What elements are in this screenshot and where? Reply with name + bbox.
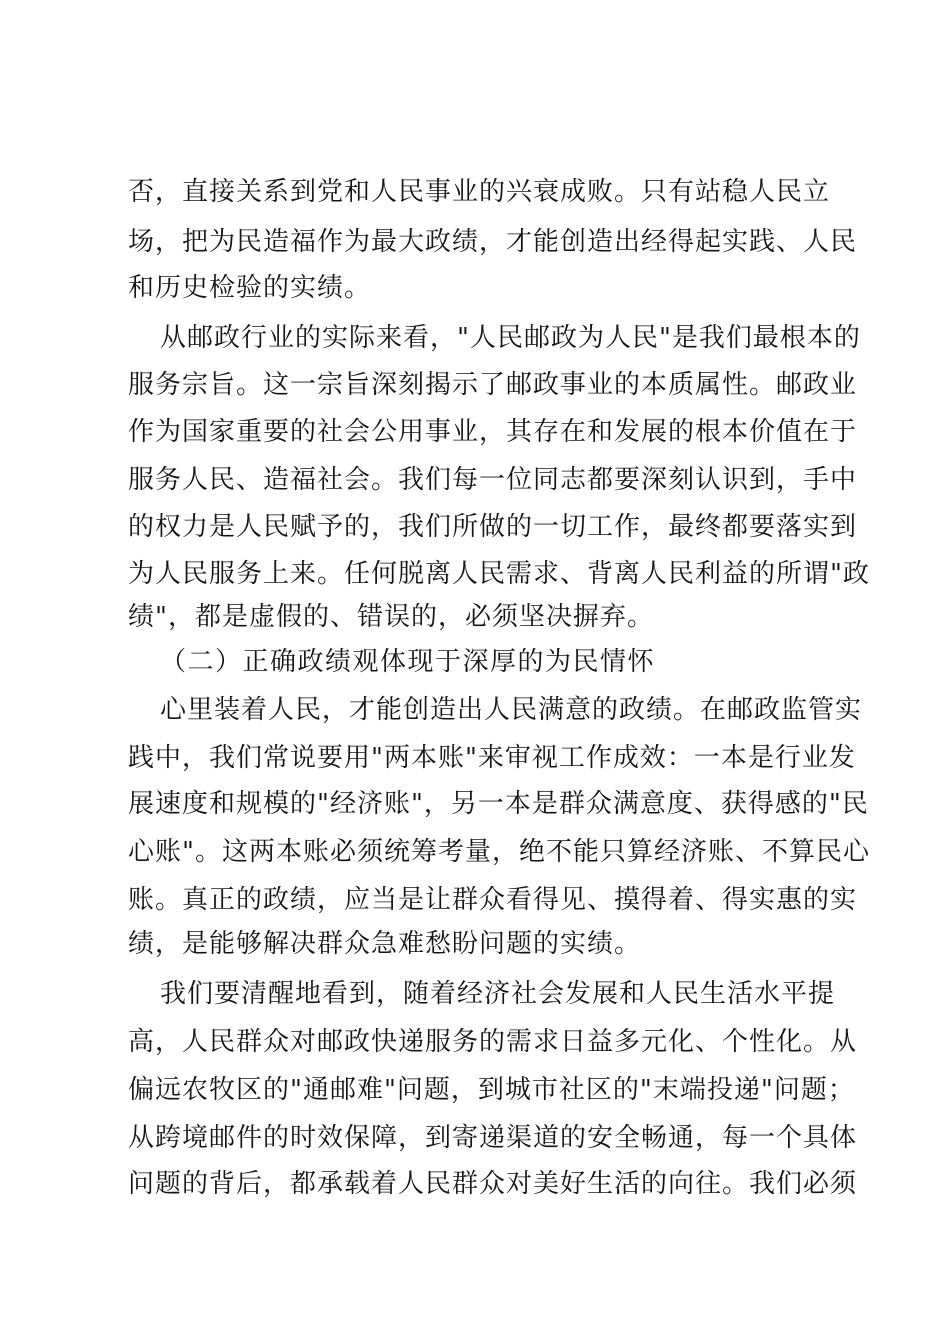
paragraph-line: 从邮政行业的实际来看，"人民邮政为人民"是我们最根本的: [160, 323, 861, 353]
paragraph-line: 高，人民群众对邮政快递服务的需求日益多元化、个性化。从: [128, 1027, 858, 1057]
paragraph-line: 场，把为民造福作为最大政绩，才能创造出经得起实践、人民: [128, 227, 858, 257]
paragraph-line: 为人民服务上来。任何脱离人民需求、背离人民利益的所谓"政: [128, 559, 870, 589]
paragraph-line: 践中，我们常说要用"两本账"来审视工作成效：一本是行业发: [128, 743, 856, 773]
paragraph-line: 绩"，都是虚假的、错误的，必须坚决摒弃。: [128, 602, 654, 632]
paragraph-line: 心里装着人民，才能创造出人民满意的政绩。在邮政监管实: [160, 695, 863, 725]
paragraph-line: 从跨境邮件的时效保障，到寄递渠道的安全畅通，每一个具体: [128, 1123, 858, 1153]
paragraph-line: 心账"。这两本账必须统筹考量，绝不能只算经济账、不算民心: [128, 837, 870, 867]
paragraph-line: 绩，是能够解决群众急难愁盼问题的实绩。: [128, 929, 642, 959]
paragraph-line: 问题的背后，都承载着人民群众对美好生活的向往。我们必须: [128, 1169, 858, 1199]
section-heading: （二）正确政绩观体现于深厚的为民情怀: [160, 647, 656, 677]
paragraph-line: 偏远农牧区的"通邮难"问题，到城市社区的"末端投递"问题；: [128, 1075, 855, 1105]
paragraph-line: 的权力是人民赋予的，我们所做的一切工作，最终都要落实到: [128, 512, 858, 542]
paragraph-line: 账。真正的政绩，应当是让群众看得见、摸得着、得实惠的实: [128, 885, 858, 915]
paragraph-line: 展速度和规模的"经济账"，另一本是群众满意度、获得感的"民: [128, 789, 869, 819]
paragraph-line: 否，直接关系到党和人民事业的兴衰成败。只有站稳人民立: [128, 177, 831, 207]
paragraph-line: 我们要清醒地看到，随着经济社会发展和人民生活水平提: [160, 979, 836, 1009]
paragraph-line: 作为国家重要的社会公用事业，其存在和发展的根本价值在于: [128, 417, 858, 447]
paragraph-line: 和历史检验的实绩。: [128, 273, 372, 303]
paragraph-line: 服务人民、造福社会。我们每一位同志都要深刻认识到，手中: [128, 465, 858, 495]
paragraph-line: 服务宗旨。这一宗旨深刻揭示了邮政事业的本质属性。邮政业: [128, 370, 858, 400]
